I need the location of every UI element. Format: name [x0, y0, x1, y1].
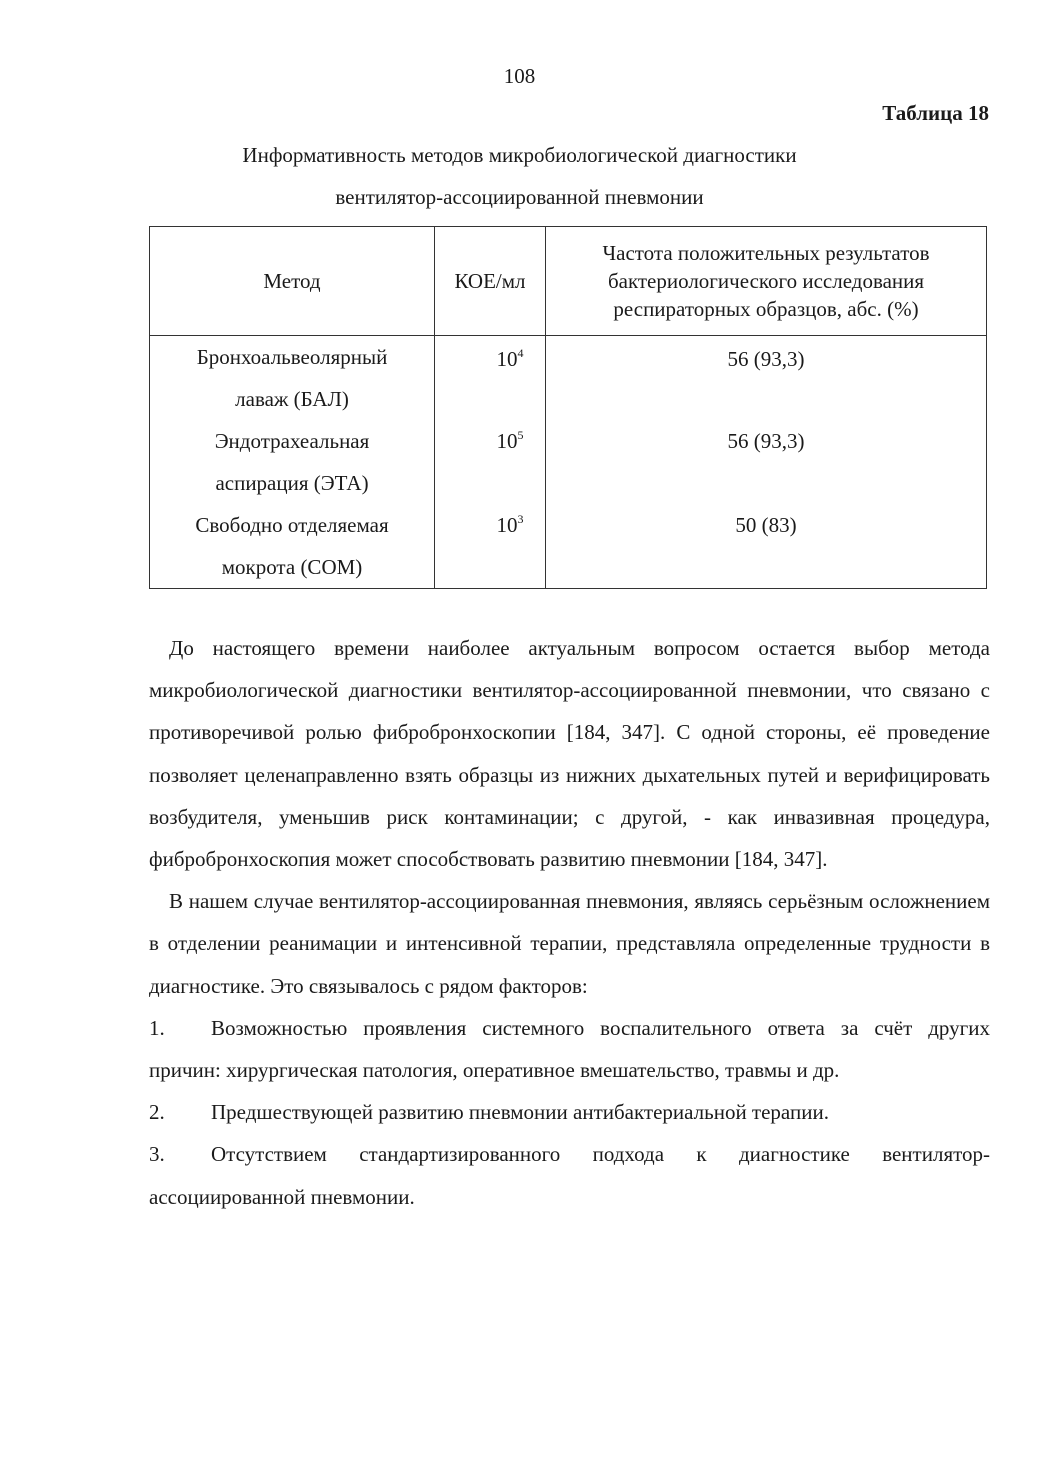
page-number: 108 — [503, 64, 536, 88]
cell-result: 50 (83) — [546, 504, 987, 589]
koe-base: 10 — [496, 429, 518, 453]
cell-method: Эндотрахеальная аспирация (ЭТА) — [150, 420, 435, 504]
koe-exponent: 5 — [517, 428, 524, 442]
list-item — [149, 1133, 990, 1217]
koe-base: 10 — [496, 513, 518, 537]
header-frequency-text: Частота положительных результатов бактериологического исследования респираторных образцов, абс. (%) — [602, 241, 930, 321]
cell-result: 56 (93,3) — [546, 336, 987, 421]
table-row — [150, 504, 987, 589]
cell-method: Свободно отделяемая мокрота (СОМ) — [150, 504, 435, 589]
list-text: Возможностью проявления системного воспалительного ответа за счёт других причин: хирургическая патология, оперативное вмешательство, травмы и др. — [149, 1015, 990, 1083]
cell-result: 56 (93,3) — [546, 420, 987, 504]
table-row — [150, 420, 987, 504]
table-caption-line-1: Информативность методов микробиологической диагностики — [242, 143, 797, 167]
list-item — [149, 1007, 990, 1091]
data-table — [149, 226, 987, 589]
paragraph: До настоящего времени наиболее актуальным вопросом остается выбор метода микробиологической диагностики вентилятор-ассоциированной пневмонии, что связано с противоречивой ролью фибробронхоскопии [184, 347]. С одной стороны, её проведение позволяет целенаправленно взять образцы из нижних дыхательных путей и верифицировать возбудителя, уменьшив риск контаминации; с другой, - как инвазивная процедура, фибробронхоскопия может способствовать развитию пневмонии [184, 347]. — [149, 636, 990, 872]
header-frequency — [546, 227, 987, 336]
table-header-row — [150, 227, 987, 336]
table-caption-line-2: вентилятор-ассоциированной пневмонии — [335, 185, 704, 209]
cell-koe — [435, 504, 546, 589]
list-number: 1. — [149, 1015, 165, 1040]
list-number: 3. — [149, 1142, 165, 1167]
cell-koe — [435, 336, 546, 421]
koe-exponent: 3 — [517, 512, 524, 526]
cell-koe — [435, 420, 546, 504]
list-item — [149, 1091, 990, 1133]
header-koe: КОЕ/мл — [435, 227, 546, 336]
header-method: Метод — [150, 227, 435, 336]
koe-exponent: 4 — [517, 346, 524, 360]
list-text: Предшествующей развитию пневмонии антибактериальной терапии. — [211, 1100, 829, 1125]
list-text: Отсутствием стандартизированного подхода к диагностике вентилятор-ассоциированной пневмонии. — [149, 1142, 990, 1209]
body-text — [149, 627, 990, 1218]
koe-base: 10 — [496, 347, 518, 371]
table-row — [150, 336, 987, 421]
table-label: Таблица 18 — [882, 101, 989, 125]
list-number: 2. — [149, 1100, 165, 1125]
cell-method: Бронхоальвеолярный лаваж (БАЛ) — [150, 336, 435, 421]
paragraph: В нашем случае вентилятор-ассоциированная пневмония, являясь серьёзным осложнением в отделении реанимации и интенсивной терапии, представляла определенные трудности в диагностике. Это связывалось с рядом факторов: — [149, 889, 990, 998]
